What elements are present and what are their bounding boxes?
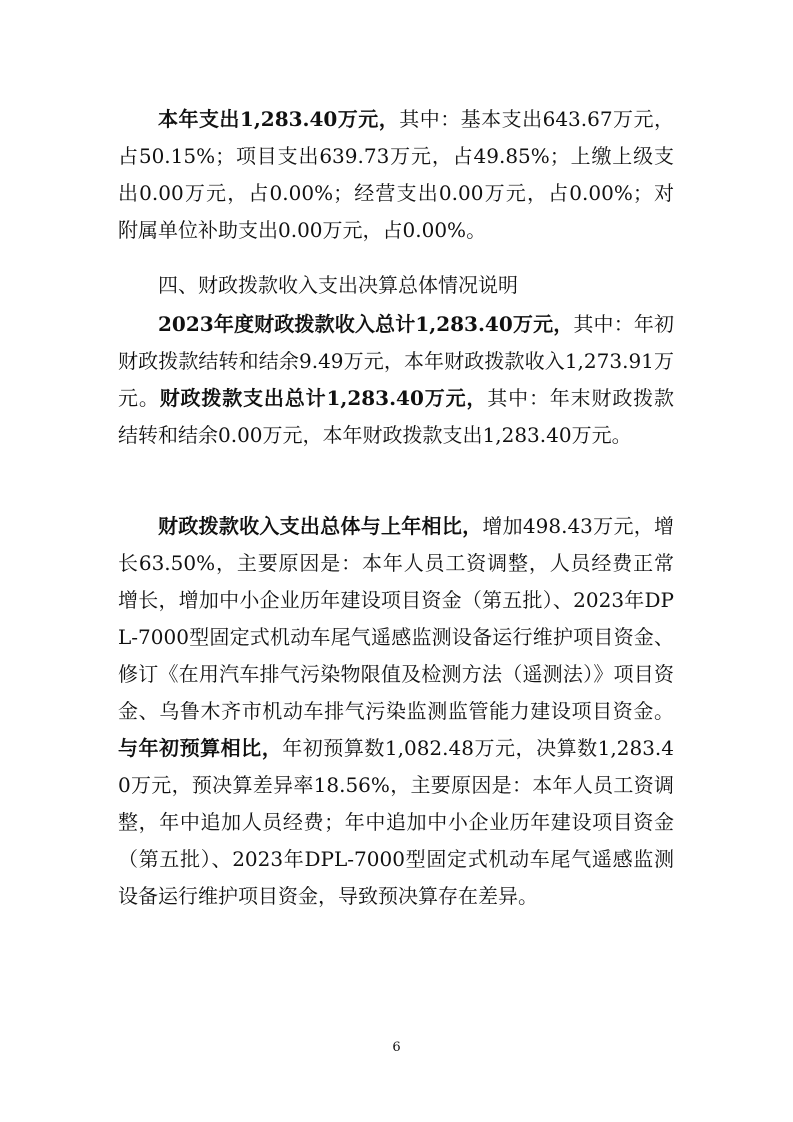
bold-run: 财政拨款支出总计1,283.40万元， — [159, 386, 488, 410]
text-run: 其中：年末财政拨款结转和结余0.00万元，本年财政拨款支出1,283.40万元。 — [118, 386, 675, 447]
heading-text: 四、财政拨款收入支出决算总体情况说明 — [158, 273, 518, 297]
bold-run: 财政拨款收入支出总体与上年相比， — [158, 514, 483, 538]
text-run: 其中：基本支出643.67万元，占50.15%；项目支出639.73万元，占49.85%；上缴上级支出0.00万元，占0.00%；经营支出0.00万元，占0.00%；对附属单位补助支出0.00万元，占0.00%。 — [118, 107, 675, 242]
paragraph-comparison — [118, 508, 674, 915]
paragraph-fiscal-total — [118, 306, 674, 454]
paragraph-expenditure-summary — [118, 101, 674, 249]
bold-run: 与年初预算相比， — [118, 736, 283, 760]
bold-run: 本年支出1,283.40万元， — [158, 107, 400, 131]
text-run: 增加498.43万元，增长63.50%，主要原因是：本年人员工资调整，人员经费正常增长，增加中小企业历年建设项目资金（第五批）、2023年DPL-7000型固定式机动车尾气遥感监测设备运行维护项目资金、修订《在用汽车排气污染物限值及检测方法（遥测法）》项目资金、乌鲁木齐市机动车排气污染监测监管能力建设项目资金。 — [118, 514, 674, 723]
text-run: 年初预算数1,082.48万元，决算数1,283.40万元，预决算差异率18.56%，主要原因是：本年人员工资调整，年中追加人员经费；年中追加中小企业历年建设项目资金（第五批）、2023年DPL-7000型固定式机动车尾气遥感监测设备运行维护项目资金，导致预决算存在差异。 — [118, 736, 675, 908]
section-heading-4 — [118, 267, 674, 304]
page-number: 6 — [392, 1040, 401, 1055]
bold-run: 2023年度财政拨款收入总计1,283.40万元， — [158, 312, 574, 336]
text-run: 其中：年初财政拨款结转和结余9.49万元，本年财政拨款收入1,273.91万元。 — [118, 312, 675, 410]
